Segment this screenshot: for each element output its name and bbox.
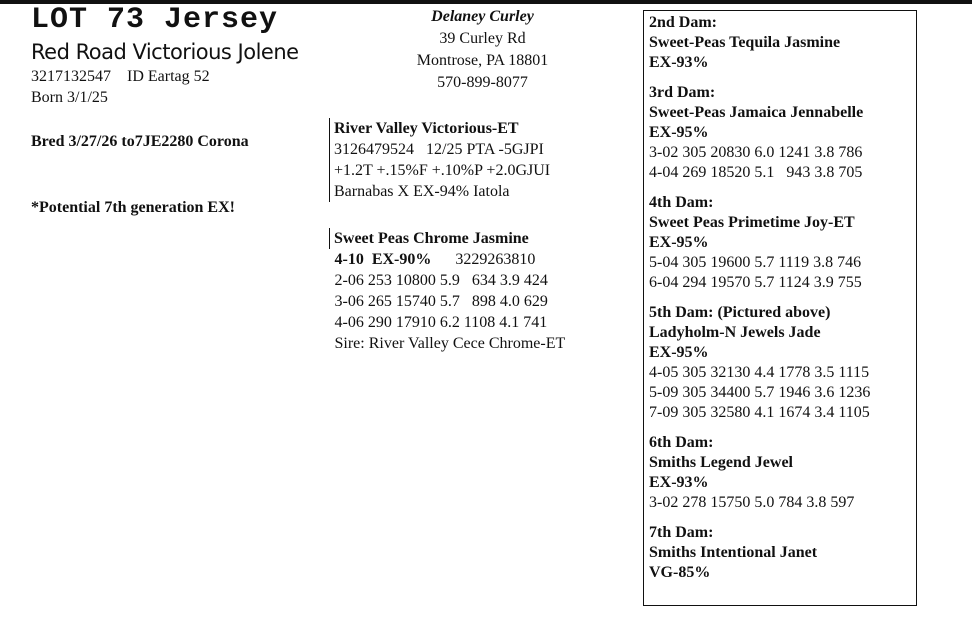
ancestor-name: Ladyholm-N Jewels Jade [649,324,821,341]
generation-label: 5th Dam: (Pictured above) [649,304,831,321]
registration-number: 3217132547 [31,68,111,85]
generation-label: 3rd Dam: [649,84,716,101]
ancestor-classification: EX-95% [649,234,709,251]
ancestor-classification: EX-95% [649,124,709,141]
cow-name: Red Road Victorious Jolene [31,40,299,64]
production-record: 6-04 294 19570 5.7 1124 3.9 755 [649,274,862,291]
dam-details [329,249,565,354]
sire-name: River Valley Victorious-ET [334,120,519,137]
production-record: 3-02 278 15750 5.0 784 3.8 597 [649,494,855,511]
pedigree-generation [649,303,916,423]
pedigree-box [643,10,917,606]
production-record: 4-05 305 32130 4.4 1778 3.5 1115 [649,364,870,381]
dam-record: 3-06 265 15740 5.7 898 4.0 629 [334,293,548,310]
consignor-block [390,6,575,94]
dam-registration: 3229263810 [455,251,536,268]
dam-block [329,228,565,354]
dam-sire-line: Sire: River Valley Cece Chrome-ET [334,335,566,352]
ancestor-classification: EX-93% [649,474,709,491]
ancestor-classification: EX-93% [649,54,709,71]
ancestor-classification: VG-85% [649,564,711,581]
consignor-street: 39 Curley Rd [439,30,526,47]
ancestor-classification: EX-95% [649,344,709,361]
sire-line-3: Barnabas X EX-94% Iatola [334,183,510,200]
pedigree-generation [649,193,916,293]
production-record: 3-02 305 20830 6.0 1241 3.8 786 [649,144,863,161]
dam-record: 2-06 253 10800 5.9 634 3.9 424 [334,272,548,289]
pedigree-generation [649,13,916,73]
sire-line-1: 3126479524 12/25 PTA -5GJPI [334,141,544,158]
ancestor-name: Sweet Peas Primetime Joy-ET [649,214,855,231]
production-record: 5-04 305 19600 5.7 1119 3.8 746 [649,254,862,271]
generation-label: 6th Dam: [649,434,714,451]
generation-label: 7th Dam: [649,524,714,541]
pedigree-generation [649,523,916,583]
pedigree-generation [649,83,916,183]
generation-label: 2nd Dam: [649,14,718,31]
production-record: 4-04 269 18520 5.1 943 3.8 705 [649,164,863,181]
birth-date: Born 3/1/25 [31,89,108,106]
ancestor-name: Smiths Legend Jewel [649,454,793,471]
eartag: ID Eartag 52 [127,68,210,85]
ancestor-name: Sweet-Peas Jamaica Jennabelle [649,104,864,121]
production-record: 5-09 305 34400 5.7 1946 3.6 1236 [649,384,871,401]
ancestor-name: Sweet-Peas Tequila Jasmine [649,34,841,51]
breeding-note: Bred 3/27/26 to7JE2280 Corona [31,133,249,150]
generation-label: 4th Dam: [649,194,714,211]
animal-info [31,66,210,108]
dam-name: Sweet Peas Chrome Jasmine [334,230,529,247]
consignor-phone: 570-899-8077 [437,74,528,91]
sire-block [329,118,550,202]
potential-note: *Potential 7th generation EX! [31,199,235,216]
ancestor-name: Smiths Intentional Janet [649,544,818,561]
pedigree-generation [649,433,916,513]
production-record: 7-09 305 32580 4.1 1674 3.4 1105 [649,404,870,421]
lot-title: LOT 73 Jersey [31,3,279,37]
dam-record: 4-06 290 17910 6.2 1108 4.1 741 [334,314,548,331]
dam-name-rule [329,228,565,249]
consignor-city: Montrose, PA 18801 [416,52,549,69]
consignor-name: Delaney Curley [431,8,534,25]
dam-class-age: 4-10 EX-90% [334,251,432,268]
sire-line-2: +1.2T +.15%F +.10%P +2.0GJUI [334,162,551,179]
